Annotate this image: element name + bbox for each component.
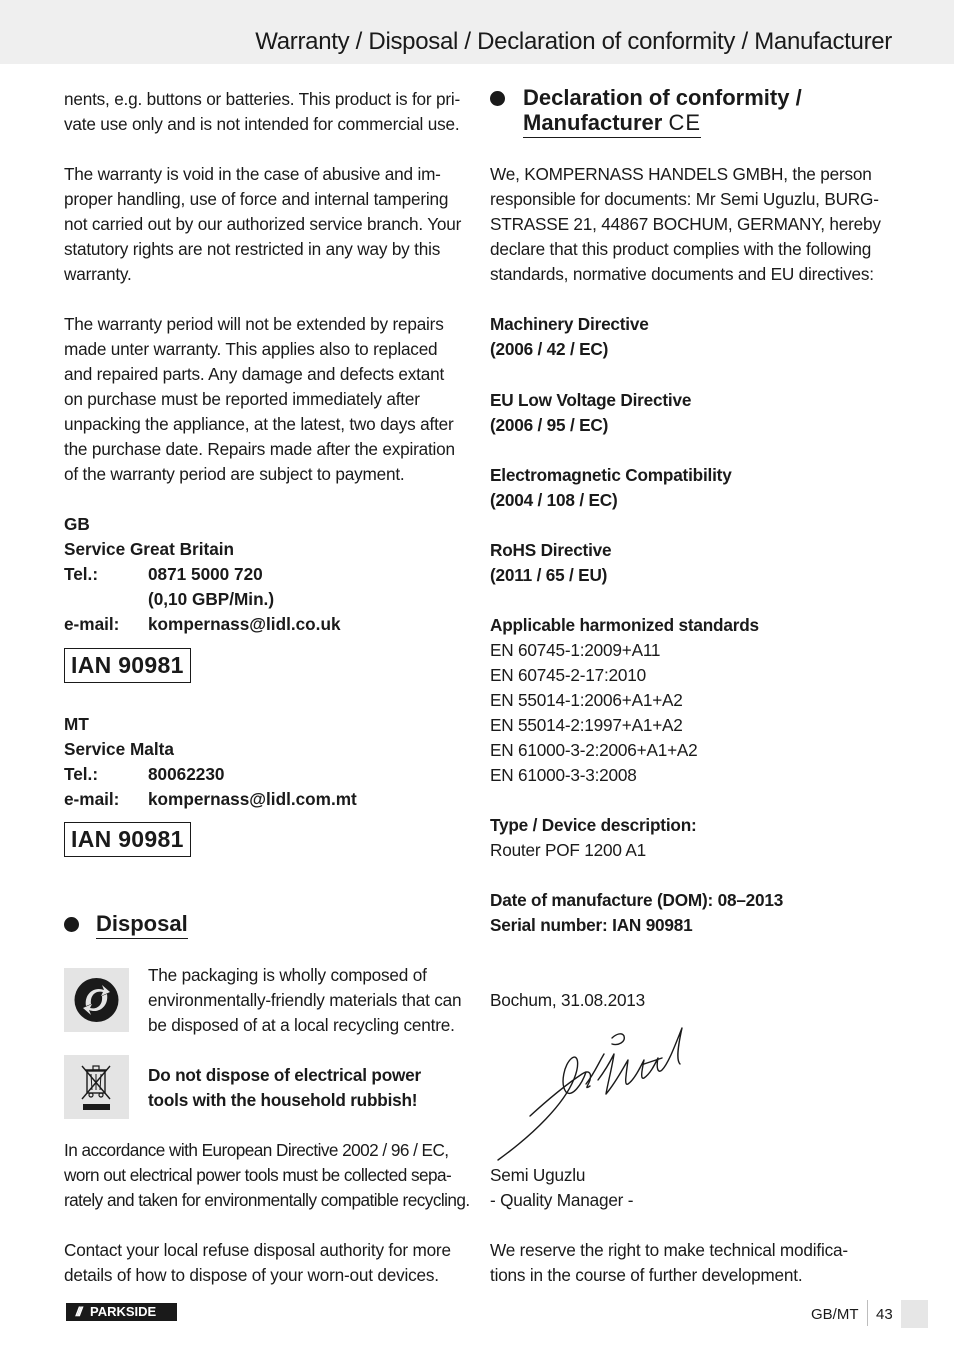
footer-tab-marker	[901, 1300, 928, 1328]
tel-label: Tel.:	[64, 764, 99, 784]
standards-heading: Applicable harmonized standards	[490, 615, 759, 635]
brand-logo: /// PARKSIDE	[66, 1303, 177, 1321]
conformity-heading: Declaration of conformity / Manufacturer CE	[523, 85, 802, 135]
signature-image	[494, 1024, 694, 1164]
serial-number: Serial number: IAN 90981	[490, 915, 693, 935]
standard-item: EN 61000-3-2:2006+A1+A2	[490, 740, 698, 760]
place-date: Bochum, 31.08.2013	[490, 990, 646, 1010]
country-code: GB	[64, 514, 90, 534]
warranty-paragraph-3: The warranty period will not be extended by repairs made unter warranty. This applies also to replaced and repaired parts. Any damage and defects extant on purchase must be reported immediately after unpacking the appliance, at the latest, two days after the purchase date. Repairs made after the expiration of the warranty period are subject to payment.	[64, 314, 455, 484]
manufacture-info	[490, 888, 890, 938]
signer-name: Semi Uguzlu	[490, 1165, 586, 1185]
warranty-paragraph-1: nents, e.g. buttons or batteries. This product is for pri- vate use only and is not intended for commercial use.	[64, 89, 461, 134]
tel-label: Tel.:	[64, 564, 99, 584]
declaration-intro: We, KOMPERNASS HANDELS GMBH, the person responsible for documents: Mr Semi Uguzlu, BURG- STRASSE 21, 44867 BOCHUM, GERMANY, hereby declare that this product complies with the following standards, normative documents and EU directives:	[490, 164, 881, 284]
footer-divider	[867, 1300, 868, 1326]
standard-item: EN 55014-2:1997+A1+A2	[490, 715, 683, 735]
service-name: Service Great Britain	[64, 539, 235, 559]
crossed-bin-icon	[64, 1055, 129, 1119]
email-address: kompernass@lidl.com.mt	[148, 789, 357, 809]
service-mt-block	[64, 712, 357, 812]
device-description: Type / Device description: Router POF 1200 A1	[490, 815, 697, 860]
ian-box-gb: IAN 90981	[64, 648, 191, 683]
tel-rate: (0,10 GBP/Min.)	[148, 589, 275, 609]
email-address: kompernass@lidl.co.uk	[148, 614, 341, 634]
signer-block	[490, 1163, 890, 1213]
directive-rohs: RoHS Directive (2011 / 65 / EU)	[490, 540, 612, 585]
directive-low-voltage: EU Low Voltage Directive (2006 / 95 / EC)	[490, 390, 692, 435]
tel-number: 80062230	[148, 764, 225, 784]
standard-item: EN 61000-3-3:2008	[490, 765, 637, 785]
date-of-manufacture: Date of manufacture (DOM): 08–2013	[490, 890, 784, 910]
packaging-text: The packaging is wholly composed of environmentally-friendly materials that can be disposed of at a local recycling centre.	[148, 965, 462, 1035]
ce-mark-icon: CE	[668, 110, 702, 135]
recycling-icon	[64, 968, 129, 1032]
service-gb-block	[64, 512, 341, 637]
directive-machinery: Machinery Directive (2006 / 42 / EC)	[490, 314, 649, 359]
bullet-icon	[490, 91, 505, 106]
page-number: 43	[876, 1306, 893, 1323]
country-code: MT	[64, 714, 89, 734]
standards-list	[490, 613, 890, 788]
email-label: e-mail:	[64, 789, 120, 809]
reserve-paragraph: We reserve the right to make technical modifica- tions in the course of further development.	[490, 1240, 848, 1285]
contact-paragraph: Contact your local refuse disposal authority for more details of how to dispose of your worn-out devices.	[64, 1240, 451, 1285]
ian-box-mt: IAN 90981	[64, 822, 191, 857]
tel-number: 0871 5000 720	[148, 564, 263, 584]
page-title: Warranty / Disposal / Declaration of conformity / Manufacturer	[255, 28, 892, 55]
signer-role: - Quality Manager -	[490, 1190, 634, 1210]
footer-language: GB/MT	[811, 1306, 859, 1323]
standard-item: EN 60745-1:2009+A11	[490, 640, 661, 660]
directive-paragraph: In accordance with European Directive 2002 / 96 / EC, worn out electrical power tools must be collected sepa- rately and taken for environmentally compatible recycling.	[64, 1140, 470, 1210]
service-name: Service Malta	[64, 739, 174, 759]
logo-stripes-icon: ///	[75, 1304, 81, 1319]
directive-emc: Electromagnetic Compatibility (2004 / 108 / EC)	[490, 465, 732, 510]
disposal-heading: Disposal	[96, 911, 188, 936]
disposal-warning: Do not dispose of electrical power tools with the household rubbish!	[148, 1065, 422, 1110]
standard-item: EN 55014-1:2006+A1+A2	[490, 690, 683, 710]
email-label: e-mail:	[64, 614, 120, 634]
bullet-icon	[64, 917, 79, 932]
warranty-paragraph-2: The warranty is void in the case of abusive and im- proper handling, use of force and internal tampering not carried out by our authorized service branch. Your statutory rights are not restricted in any way by this warranty.	[64, 164, 462, 284]
standard-item: EN 60745-2-17:2010	[490, 665, 646, 685]
